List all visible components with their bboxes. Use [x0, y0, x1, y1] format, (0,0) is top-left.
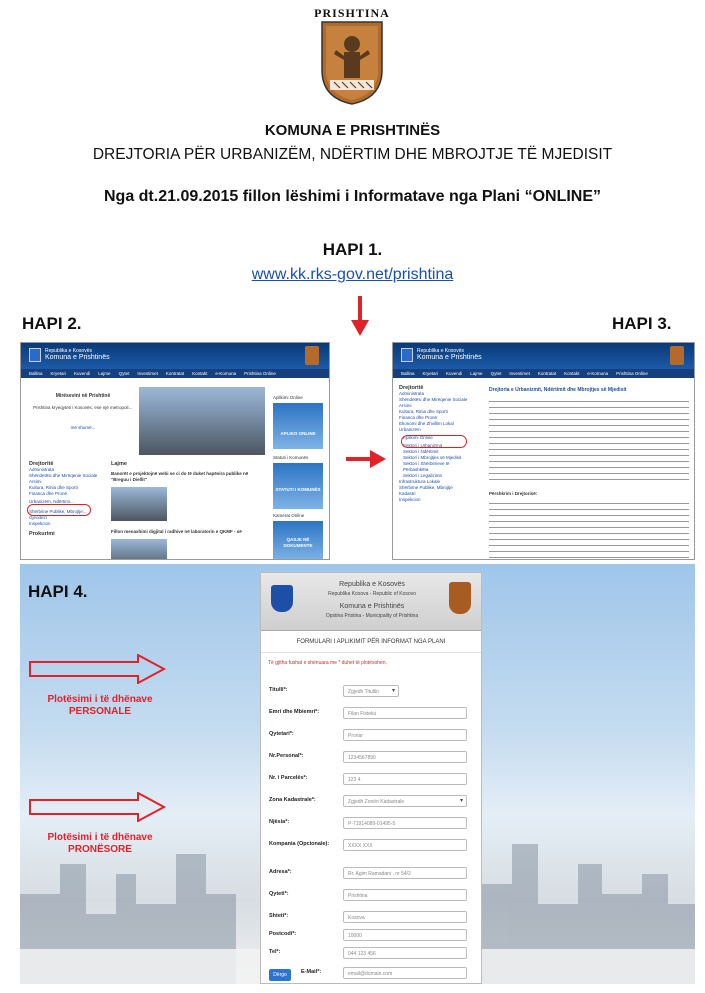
city-photo — [139, 387, 265, 455]
detail-text — [489, 501, 689, 560]
statute-banner[interactable]: STATUTI I KOMUNËS — [273, 463, 323, 509]
highlight-ring — [27, 504, 91, 516]
site-nav — [393, 369, 694, 378]
aplikimi-heading: Aplikimi Online — [273, 395, 303, 400]
news-title[interactable]: Banorët e projektojnë webi se ci do të duket hapësira publike në "Breguu i Diellit" — [111, 471, 249, 482]
kosovo-flag-icon — [29, 348, 41, 362]
crest-mini-icon — [305, 346, 319, 365]
dir-item[interactable]: Sektori i Urbanizmit — [403, 443, 443, 448]
dir-item[interactable]: Arsimi — [29, 479, 42, 484]
step2-label: HAPI 2. — [22, 314, 82, 333]
step3-screenshot — [392, 342, 695, 560]
personal-data-note: Plotësimi i të dhënave PERSONALE — [47, 694, 153, 717]
nav-item[interactable]: Kontakt — [192, 371, 208, 376]
nav-item[interactable]: Kuvendi — [446, 371, 463, 376]
statuti-heading: Statuti i Komunës — [273, 455, 309, 460]
dir-item[interactable]: Kultura, Rinia dhe Sporti — [29, 485, 78, 490]
step2-screenshot — [20, 342, 330, 560]
dir-item[interactable]: Shërbime Publike, Mbrojtje — [399, 485, 453, 490]
dir-item[interactable]: Financa dhe Pronë — [29, 491, 68, 496]
address-input[interactable]: Rr. Agim Ramadani , nr 54/2 — [343, 867, 467, 879]
news-photo — [111, 487, 167, 521]
prishtina-crest — [314, 6, 390, 106]
kosovo-flag-icon — [401, 348, 413, 362]
dir-item[interactable]: Inspekcion — [29, 521, 51, 526]
crest-shield-icon — [320, 20, 384, 106]
dir-item[interactable]: Financa dhe Pronë — [399, 415, 438, 420]
step1-url-link[interactable]: www.kk.rks-gov.net/prishtina — [251, 266, 454, 283]
dir-item[interactable]: Kadastri — [399, 491, 416, 496]
field-phone: Tel*: 044 123 456 — [269, 947, 475, 961]
field-company: Kompania (Opcionale): XXXX XXX — [269, 839, 475, 861]
dir-item[interactable]: Administrata — [29, 467, 55, 472]
announcement-heading: Nga dt.21.09.2015 fillon lëshimi i Informatave nga Plani “ONLINE” — [103, 188, 602, 205]
dir-item[interactable]: Inspekcion — [399, 497, 421, 502]
dir-item[interactable]: Shërbime Publike, Mbrojtje... — [29, 509, 87, 514]
dir-item[interactable]: Kultura, Rinia dhe Sporti — [399, 409, 448, 414]
nav-item[interactable]: Lajme — [470, 371, 483, 376]
step1-label: HAPI 1. — [322, 240, 383, 259]
postcode-input[interactable]: 10000 — [343, 929, 467, 941]
parcel-input[interactable]: 123 4 — [343, 773, 467, 785]
field-qytetari: Qytetari*: Pronar — [269, 729, 475, 743]
nav-item[interactable]: e-Komuna — [587, 371, 609, 376]
site-header — [21, 343, 329, 369]
nav-item[interactable]: Investimet — [509, 371, 530, 376]
field-email: E-Mail*: email@domain.com — [301, 967, 475, 981]
detail-title: Drejtoria e Urbanizmit, Ndërtimit dhe Mbrojtjes së Mjedisit — [489, 387, 627, 393]
nav-item[interactable]: Ballina — [29, 371, 43, 376]
nav-item[interactable]: Kuvendi — [74, 371, 91, 376]
municipality-heading: KOMUNA E PRISHTINËS — [264, 122, 441, 139]
unit-input[interactable]: P-71914089-01495-5 — [343, 817, 467, 829]
more-link[interactable]: më shumë... — [70, 425, 96, 430]
company-input[interactable]: XXXX XXX — [343, 839, 467, 851]
phone-input[interactable]: 044 123 456 — [343, 947, 467, 959]
dir-item-aplikimi-online[interactable]: Aplikimi Online — [403, 435, 433, 440]
cadastral-zone-select[interactable]: Zgjedh Zonën Kadastrale ▾ — [343, 795, 467, 807]
welcome-title: Mirësevini në Prishtinë — [55, 393, 111, 399]
directorates-list: Drejtoritë Administrata Shëndetësi dhe Mirëqenie Sociale Arsimi Kultura, Rinia dhe Sporti Financa dhe Pronë Urbanizëm, Ndërtimi... Shërbime Publike, Mbrojtje... Gjeodezi Inspekcion Prokurimi — [29, 461, 109, 537]
dir-item[interactable]: Sektori i Mbrojtjes së Mjedisit — [403, 455, 462, 460]
name-input[interactable]: Filan Fisteku — [343, 707, 467, 719]
dir-item-urbanizem[interactable]: Urbanizëm, Ndërtimi... — [29, 499, 74, 504]
site-header: Republika e Kosovës Komuna e Prishtinës — [393, 343, 694, 369]
crest-title: PRISHTINA — [314, 6, 390, 20]
dir-item[interactable]: Arsimi — [399, 403, 412, 408]
directorate-heading: DREJTORIA PËR URBANIZËM, NDËRTIM DHE MBROJTJE TË MJEDISIT — [92, 146, 613, 163]
dir-item[interactable]: Ekonomi dhe Zhvillim Lokal — [399, 421, 454, 426]
dir-item[interactable]: Urbanizëm — [399, 427, 421, 432]
kamerat-heading: Kamerat Online — [273, 513, 305, 518]
welcome-text: Prishtina kryeqyteti i Kosovës, ese një metropoli... — [33, 405, 133, 410]
nav-item[interactable]: Kontratat — [537, 371, 557, 376]
crest-mini-icon — [670, 346, 684, 365]
apply-online-banner[interactable]: APLIKO ONLINE — [273, 403, 323, 449]
field-cadastral-zone: Zona Kadastrale*: Zgjedh Zonën Kadastrale ▾ — [269, 795, 475, 809]
arrow-right-icon — [28, 654, 168, 684]
form-header: Republika e Kosovës Republika Kosova - Republic of Kosovo Komuna e Prishtinës Opstina Pristina - Municipality of Prishtina — [261, 573, 481, 631]
dir-item[interactable]: Sektori i Ndërtimit — [403, 449, 439, 454]
documents-banner[interactable]: QASJE NË DOKUMENTE — [273, 521, 323, 560]
news-title[interactable]: Fillon menaxhimi digjital i radhive në laboratorin e QKMF - së — [111, 529, 242, 534]
nav-item[interactable]: Ballina — [401, 371, 415, 376]
field-postcode: Postcodi*: 10000 — [269, 929, 475, 943]
highlight-ring — [401, 435, 467, 448]
qytetari-input[interactable]: Pronar — [343, 729, 467, 741]
country-input[interactable]: Kosova — [343, 911, 467, 923]
nav-item[interactable]: Qytet — [490, 371, 502, 376]
dir-item[interactable]: Sektori i Shërbimeve të Përbashkëta — [403, 461, 450, 472]
site-nav — [21, 369, 329, 378]
step4-panel — [20, 564, 695, 984]
nav-item[interactable]: Kontakt — [564, 371, 580, 376]
field-name: Emri dhe Mbiemri*: Filan Fisteku — [269, 707, 475, 721]
form-title: FORMULARI I APLIKIMIT PËR INFORMAT NGA PLANI — [261, 639, 481, 653]
field-title: Titulli*: Zgjedh Titullin ▾ — [269, 685, 475, 699]
directorates-list: Drejtoritë Administrata Shëndetësi dhe Mirëqenie Sociale Arsimi Kultura, Rinia dhe Sporti Financa dhe Pronë Ekonomi dhe Zhvillim Lokal Urbanizëm Aplikimi Online Sektori i Urbanizmit Sektori i Ndërtimit Sektori i Mbrojtjes së Mjedisit Sektori i Shërbimeve të Përbashkëta Sektori i Legalizimit Infrastruktura Lokale Shërbime Publike, Mbrojtje Kadastri Inspekcion — [399, 385, 475, 503]
nav-item[interactable]: Investimet — [137, 371, 158, 376]
dir-item[interactable]: Shëndetësi dhe Mirëqenie Sociale — [399, 397, 468, 402]
nav-item[interactable]: Prishtina Online — [244, 371, 276, 376]
city-input[interactable]: Prishtina — [343, 889, 467, 901]
nav-item[interactable]: Prishtina Online — [616, 371, 648, 376]
news-photo — [111, 539, 167, 560]
required-note: Të gjitha fushat e shënuara me * duhet të plotësohen. — [268, 660, 387, 666]
field-address: Adresa*: Rr. Agim Ramadani , nr 54/2 — [269, 867, 475, 881]
title-select[interactable]: Zgjedh Titullin ▾ — [343, 685, 399, 697]
nav-item[interactable]: Kryetari — [422, 371, 439, 376]
arrow-right-icon — [346, 450, 386, 468]
field-parcel: Nr. i Parcelës*: 123 4 — [269, 773, 475, 787]
news-column: Lajme Banorët e projektojnë webi se ci do të duket hapësira publike në "Breguu i Diellit" Fillon menaxhimi digjital i radhive në laboratorin e QKMF - së — [111, 461, 267, 560]
detail-column — [489, 387, 689, 560]
site-komuna: Komuna e Prishtinës — [45, 354, 110, 361]
site-republic: Republika e Kosovës — [45, 348, 92, 354]
field-city: Qyteti*: Prishtina — [269, 889, 475, 903]
step3-label: HAPI 3. — [612, 314, 672, 333]
nav-item[interactable]: Kontratat — [165, 371, 185, 376]
property-data-note: Plotësimi i të dhënave PRONËSORE — [47, 832, 153, 855]
dir-item[interactable]: Shëndetësi dhe Mirëqenie Sociale — [29, 473, 98, 478]
nav-item[interactable]: Lajme — [98, 371, 111, 376]
application-form — [260, 572, 482, 984]
detail-subtitle: Përshkrim i Drejtorisë: — [489, 491, 538, 496]
personal-number-input[interactable]: 1234567890 — [343, 751, 467, 763]
email-input[interactable]: email@domain.com — [343, 967, 467, 979]
nav-item[interactable]: Kryetari — [50, 371, 67, 376]
field-personal-number: Nr.Personal*: 1234567890 — [269, 751, 475, 765]
detail-text — [489, 399, 689, 483]
arrow-right-icon — [28, 792, 168, 822]
dir-item[interactable]: Gjeodezi — [29, 515, 47, 520]
field-unit: Njësia*: P-71914089-01495-5 — [269, 817, 475, 831]
dir-item[interactable]: Administrata — [399, 391, 425, 396]
nav-item[interactable]: Qytet — [118, 371, 130, 376]
dir-item[interactable]: Infrastruktura Lokale — [399, 479, 441, 484]
dir-item[interactable]: Sektori i Legalizimit — [403, 473, 442, 478]
nav-item[interactable]: e-Komuna — [215, 371, 237, 376]
field-country: Shteti*: Kosova — [269, 911, 475, 925]
step4-label: HAPI 4. — [28, 582, 88, 601]
submit-button[interactable]: Dërgo — [269, 969, 291, 981]
arrow-down-icon — [351, 296, 369, 336]
